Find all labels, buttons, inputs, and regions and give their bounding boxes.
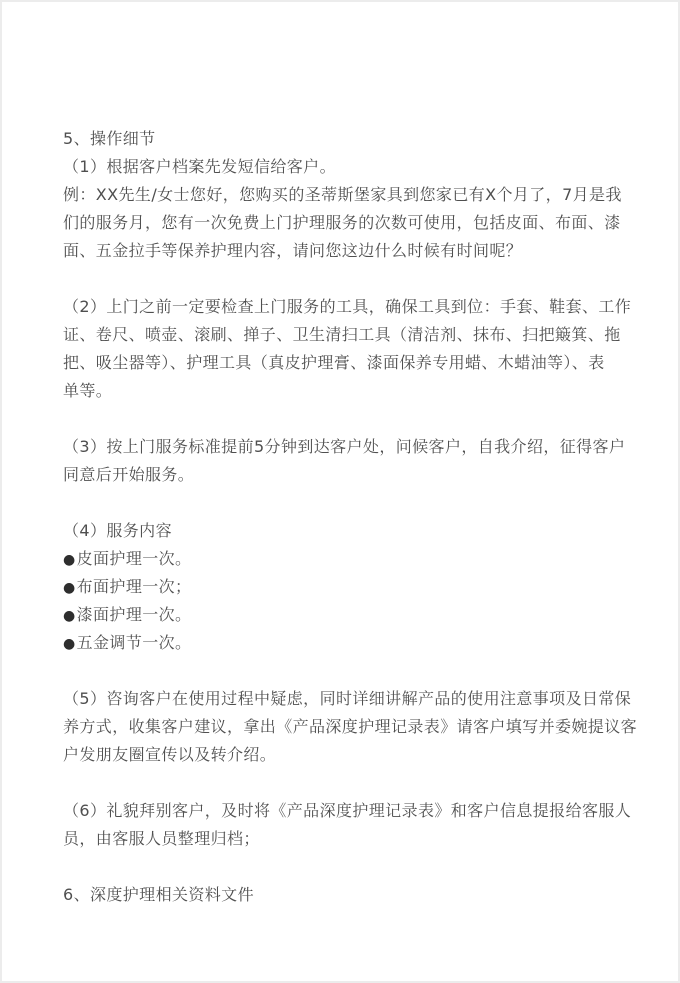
paragraph-5 (63, 685, 640, 769)
bullet-icon: ● (63, 552, 76, 568)
bullet-icon: ● (63, 608, 76, 624)
service-list-item-label: 五金调节一次。 (76, 633, 192, 652)
paragraph-2 (63, 293, 640, 405)
paragraph-5-line: （5）咨询客户在使用过程中疑虑，同时详细讲解产品的使用注意事项及日常保 (63, 689, 632, 708)
document-content (63, 125, 640, 909)
service-list-item (63, 545, 640, 573)
example-line: 例：XX先生/女士您好，您购买的圣蒂斯堡家具到您家已有X个月了，7月是我 (63, 185, 622, 204)
bullet-icon: ● (63, 636, 76, 652)
paragraph-4-heading: （4）服务内容 (63, 521, 172, 540)
example-line: 们的服务月，您有一次免费上门护理服务的次数可使用，包括皮面、布面、漆 (63, 213, 621, 232)
paragraph-3 (63, 433, 640, 489)
service-list-item-label: 皮面护理一次。 (76, 549, 192, 568)
service-list-item-label: 漆面护理一次。 (76, 605, 192, 624)
paragraph-3-line: （3）按上门服务标准提前5分钟到达客户处，问候客户，自我介绍，征得客户 (63, 437, 626, 456)
service-list-item (63, 573, 640, 601)
example-paragraph (63, 181, 640, 265)
paragraph-6-line: （6）礼貌拜别客户，及时将《产品深度护理记录表》和客户信息提报给客服人 (63, 801, 632, 820)
paragraph-5-line: 户发朋友圈宣传以及转介绍。 (63, 745, 277, 764)
paragraph-4 (63, 517, 640, 657)
section-6-heading: 6、深度护理相关资料文件 (63, 885, 254, 904)
paragraph-1 (63, 153, 640, 181)
paragraph-2-line: （2）上门之前一定要检查上门服务的工具，确保工具到位：手套、鞋套、工作 (63, 297, 632, 316)
paragraph-6 (63, 797, 640, 853)
service-list-item (63, 629, 640, 657)
paragraph-5-line: 养方式，收集客户建议，拿出《产品深度护理记录表》请客户填写并委婉提议客 (63, 717, 638, 736)
paragraph-2-line: 证、卷尺、喷壶、滚刷、掸子、卫生清扫工具（清洁剂、抹布、扫把簸箕、拖 (63, 325, 621, 344)
paragraph-6-line: 员，由客服人员整理归档； (63, 829, 260, 848)
paragraph-1-line: （1）根据客户档案先发短信给客户。 (63, 157, 336, 176)
service-list-item-label: 布面护理一次； (76, 577, 192, 596)
paragraph-2-line: 单等。 (63, 381, 113, 400)
service-list-item (63, 601, 640, 629)
bullet-icon: ● (63, 580, 76, 596)
paragraph-2-line: 把、吸尘器等）、护理工具（真皮护理膏、漆面保养专用蜡、木蜡油等）、表 (63, 353, 605, 372)
example-line: 面、五金拉手等保养护理内容，请问您这边什么时候有时间呢？ (63, 241, 523, 260)
paragraph-3-line: 同意后开始服务。 (63, 465, 195, 484)
section-5-heading: 5、操作细节 (63, 129, 156, 148)
